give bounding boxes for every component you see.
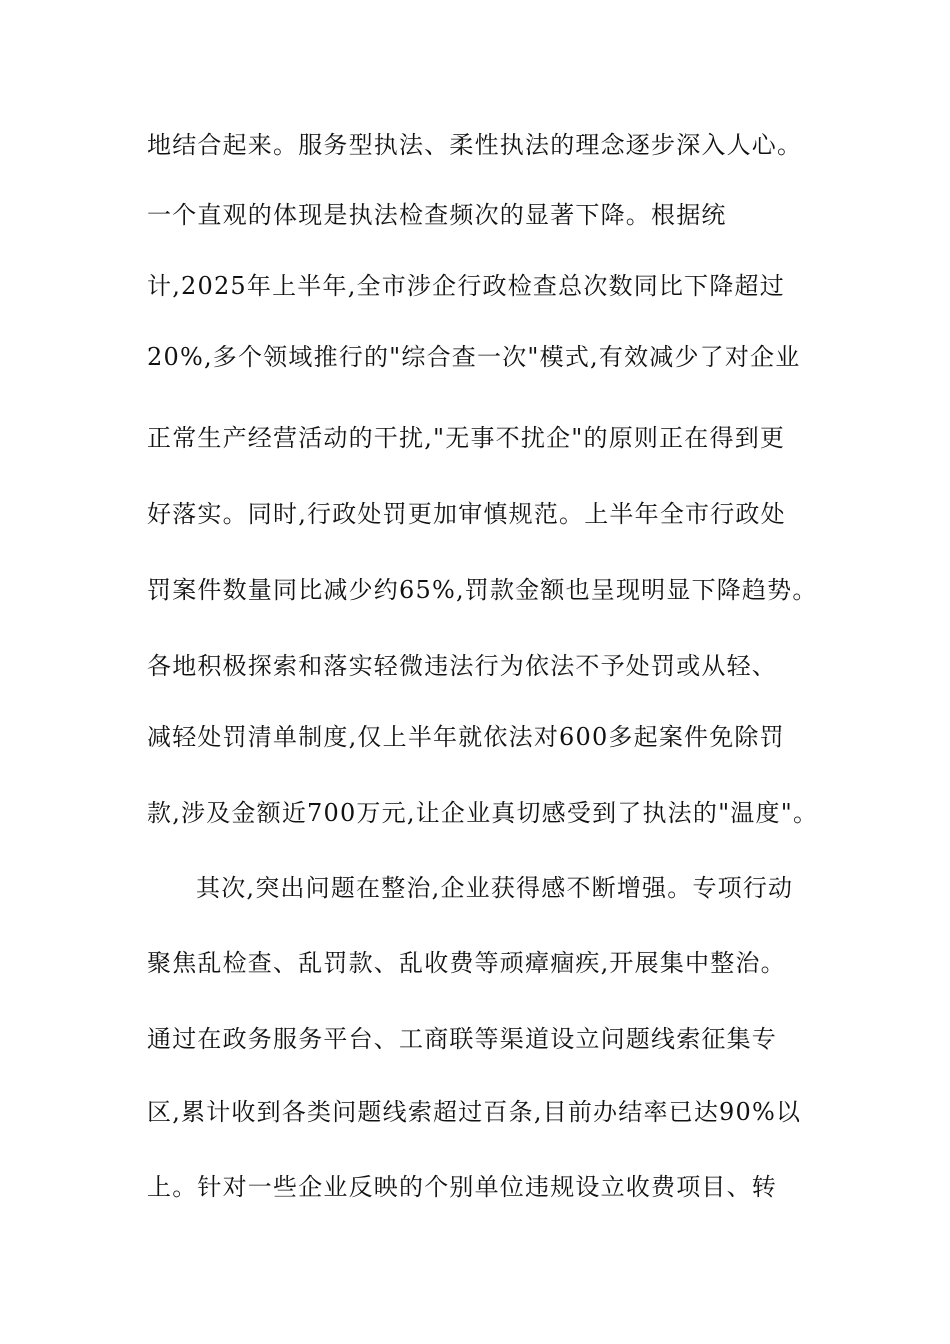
text-line: 正常生产经营活动的干扰,"无事不扰企"的原则正在得到更 bbox=[147, 424, 786, 452]
text-line: 一个直观的体现是执法检查频次的显著下降。根据统 bbox=[147, 201, 727, 229]
text-line: 上。针对一些企业反映的个别单位违规设立收费项目、转 bbox=[147, 1173, 777, 1201]
text-line: 款,涉及金额近700万元,让企业真切感受到了执法的"温度"。 bbox=[147, 799, 819, 827]
text-line: 聚焦乱检查、乱罚款、乱收费等顽瘴痼疾,开展集中整治。 bbox=[147, 949, 786, 977]
text-line: 区,累计收到各类问题线索超过百条,目前办结率已达90%以 bbox=[147, 1098, 802, 1126]
text-line: 通过在政务服务平台、工商联等渠道设立问题线索征集专 bbox=[147, 1025, 777, 1053]
paragraph-first-line: 其次,突出问题在整治,企业获得感不断增强。专项行动 bbox=[196, 874, 794, 902]
text-line: 罚案件数量同比减少约65%,罚款金额也呈现明显下降趋势。 bbox=[147, 576, 818, 604]
text-line: 20%,多个领域推行的"综合查一次"模式,有效减少了对企业 bbox=[147, 343, 801, 371]
text-line: 好落实。同时,行政处罚更加审慎规范。上半年全市行政处 bbox=[147, 500, 786, 528]
text-line: 计,2025年上半年,全市涉企行政检查总次数同比下降超过 bbox=[147, 272, 785, 300]
text-line: 地结合起来。服务型执法、柔性执法的理念逐步深入人心。 bbox=[147, 131, 803, 159]
text-line: 减轻处罚清单制度,仅上半年就依法对600多起案件免除罚 bbox=[147, 723, 785, 751]
text-line: 各地积极探索和落实轻微违法行为依法不予处罚或从轻、 bbox=[147, 652, 777, 680]
